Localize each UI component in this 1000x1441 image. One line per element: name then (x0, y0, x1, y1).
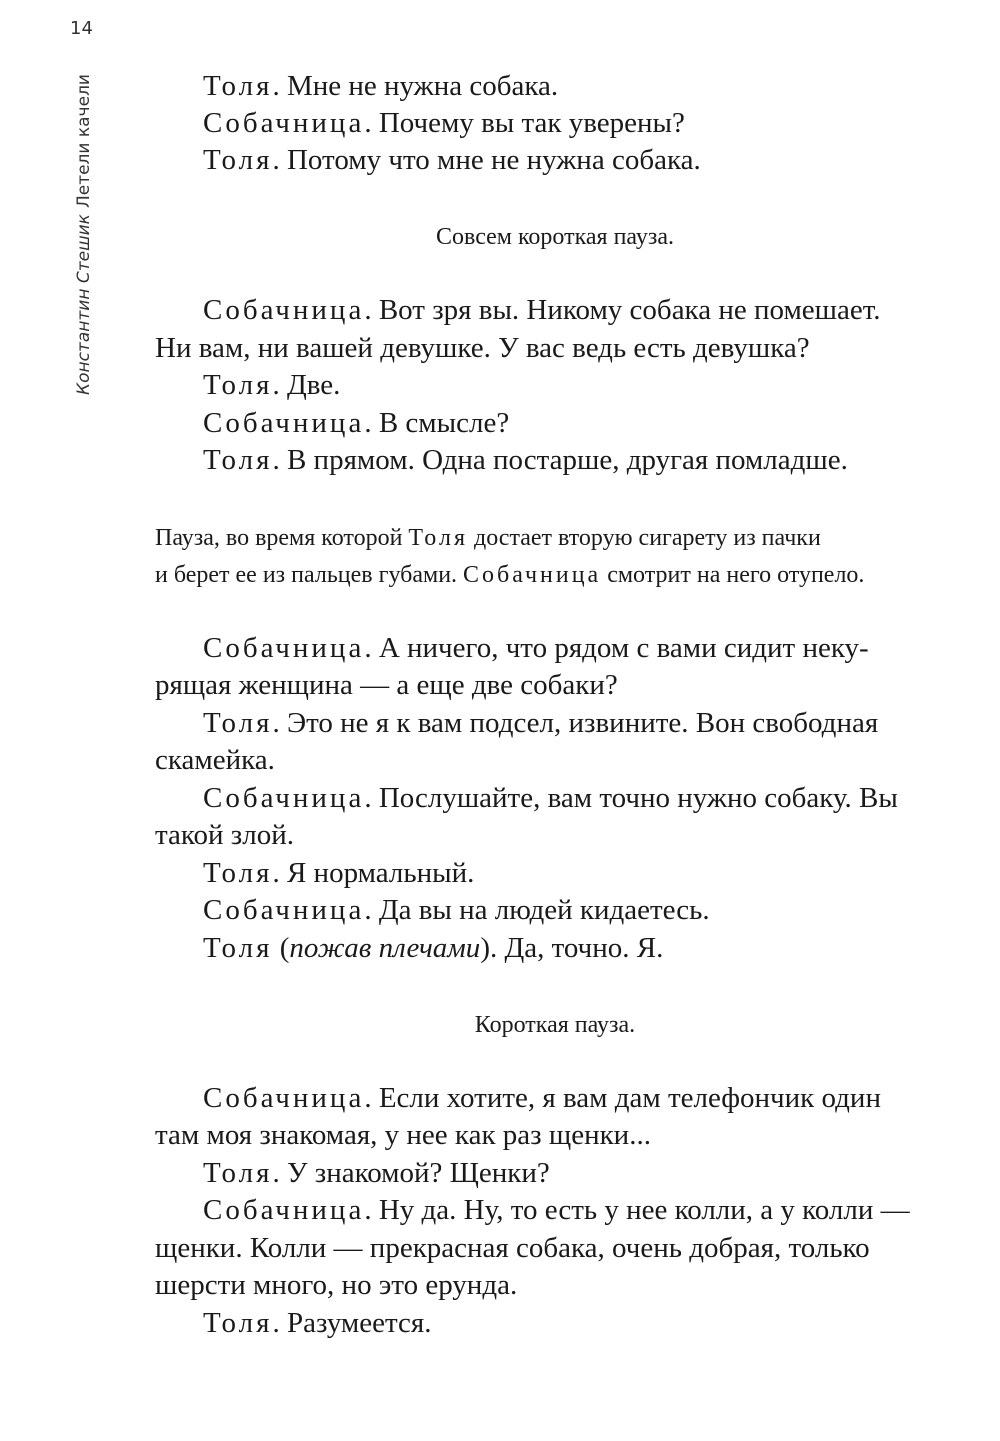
speaker-name: Толя (203, 144, 273, 176)
stage-direction: Совсем короткая пауза. (436, 224, 674, 250)
dialogue-line: Толя. Разумеется. (203, 1307, 432, 1339)
speaker-name: Толя (203, 857, 273, 889)
dialogue-continuation: скамейка. (155, 744, 275, 776)
running-head (74, 74, 94, 395)
speaker-name: Собачница (203, 1082, 365, 1114)
dialogue-continuation: там моя знакомая, у нее как раз щенки... (155, 1119, 651, 1151)
dialogue-line: Собачница. Послушайте, вам точно нужно собаку. Вы (203, 782, 898, 814)
speaker-name: Собачница (203, 407, 365, 439)
speaker-name: Толя (203, 70, 273, 102)
speaker-name: Собачница (203, 107, 365, 139)
dialogue-continuation: рящая женщина — а еще две собаки? (155, 669, 618, 701)
speaker-name: Собачница (203, 782, 365, 814)
speaker-name: Собачница (463, 562, 602, 588)
speaker-name: Толя (408, 525, 468, 551)
stage-direction: Пауза, во время которой Толя достает вторую сигарету из пачки (155, 525, 821, 551)
speaker-name: Собачница (203, 294, 365, 326)
dialogue-continuation: такой злой. (155, 819, 294, 851)
dialogue-line: Толя. Мне не нужна собака. (203, 70, 559, 102)
speaker-name: Толя (203, 1157, 273, 1189)
dialogue-line: Толя. У знакомой? Щенки? (203, 1157, 550, 1189)
dialogue-line: Толя. Две. (203, 369, 341, 401)
dialogue-continuation: шерсти много, но это ерунда. (155, 1269, 518, 1301)
dialogue-line: Толя. Я нормальный. (203, 857, 475, 889)
speaker-name: Толя (203, 932, 273, 964)
page-number: 14 (70, 18, 93, 39)
speaker-name: Собачница (203, 632, 365, 664)
stage-direction: и берет ее из пальцев губами. Собачница смотрит на него отупело. (155, 562, 865, 588)
dialogue-continuation: Ни вам, ни вашей девушке. У вас ведь есть девушка? (155, 332, 810, 364)
running-head-title: Летели качели (74, 74, 94, 209)
speaker-name: Собачница (203, 1194, 365, 1226)
speaker-name: Толя (203, 444, 273, 476)
dialogue-line: Собачница. Если хотите, я вам дам телефончик один (203, 1082, 881, 1114)
dialogue-line: Собачница. Почему вы так уверены? (203, 107, 685, 139)
running-head-author: Константин Стешик (74, 214, 94, 395)
speaker-name: Толя (203, 1307, 273, 1339)
speaker-name: Толя (203, 707, 273, 739)
dialogue-line: Собачница. В смысле? (203, 407, 510, 439)
dialogue-line: Собачница. Ну да. Ну, то есть у нее колли, а у колли — (203, 1194, 910, 1226)
speaker-name: Толя (203, 369, 273, 401)
speaker-name: Собачница (203, 894, 365, 926)
stage-direction: Короткая пауза. (474, 1012, 636, 1038)
remark: пожав плечами (289, 932, 481, 964)
dialogue-line: Толя. Это не я к вам подсел, извините. Вон свободная (203, 707, 879, 739)
dialogue-line: Собачница. Да вы на людей кидаетесь. (203, 894, 710, 926)
dialogue-line: Собачница. А ничего, что рядом с вами сидит неку- (203, 632, 869, 664)
dialogue-line: Толя. В прямом. Одна постарше, другая помладше. (203, 444, 848, 476)
dialogue-continuation: щенки. Колли — прекрасная собака, очень добрая, только (155, 1232, 870, 1264)
dialogue-line: Собачница. Вот зря вы. Никому собака не помешает. (203, 294, 881, 326)
dialogue-line: Толя. Потому что мне не нужна собака. (203, 144, 701, 176)
dialogue-line: Толя (пожав плечами). Да, точно. Я. (203, 932, 664, 964)
